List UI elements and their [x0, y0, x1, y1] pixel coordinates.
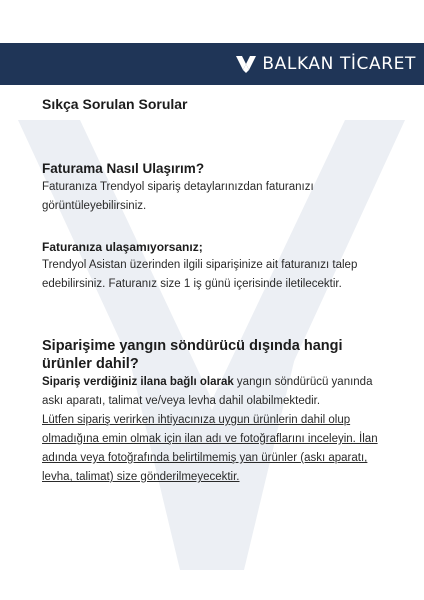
header-bar — [0, 43, 424, 85]
notice-text: Lütfen sipariş verirken ihtiyacınıza uygun ürünlerin dahil olup olmadığına emin olmak için ilan adı ve fotoğraflarını inceleyin. İlan adında veya fotoğrafında belirtilmemiş yan ürünler (askı aparatı, levha, talimat) size gönderilmeyecektir. — [42, 414, 378, 483]
faq-question-3: Siparişime yangın söndürücü dışında hangi ürünler dahil? — [42, 338, 343, 372]
faq-item-included-products — [42, 337, 387, 411]
faq-item-invoice-missing — [42, 238, 387, 294]
faq-answer-3 — [42, 373, 387, 411]
faq-question-1: Faturama Nasıl Ulaşırım? — [42, 161, 205, 176]
faq-content — [42, 94, 387, 483]
faq-question-2: Faturanıza ulaşamıyorsanız; — [42, 240, 203, 254]
faq-answer-3-bold: Sipariş verdiğiniz ilana bağlı olarak — [42, 376, 234, 388]
faq-notice — [42, 411, 387, 487]
faq-answer-2: Trendyol Asistan üzerinden ilgili siparişinize ait faturanızı talep edebilirsiniz. Faturanız size 1 iş günü içerisinde iletilecektir. — [42, 259, 358, 290]
brand-name: BALKAN TİCARET — [262, 54, 416, 74]
faq-item-invoice — [42, 160, 387, 216]
faq-answer-3-rest: yangın söndürücü yanında askı aparatı, talimat ve/veya levha dahil olabilmektedir. — [42, 376, 373, 407]
balkan-v-logo-icon — [235, 54, 257, 74]
faq-answer-1: Faturanıza Trendyol sipariş detaylarınızdan faturanızı görüntüleyebilirsiniz. — [42, 181, 314, 212]
brand[interactable] — [235, 52, 416, 76]
page-title: Sıkça Sorulan Sorular — [42, 96, 188, 112]
